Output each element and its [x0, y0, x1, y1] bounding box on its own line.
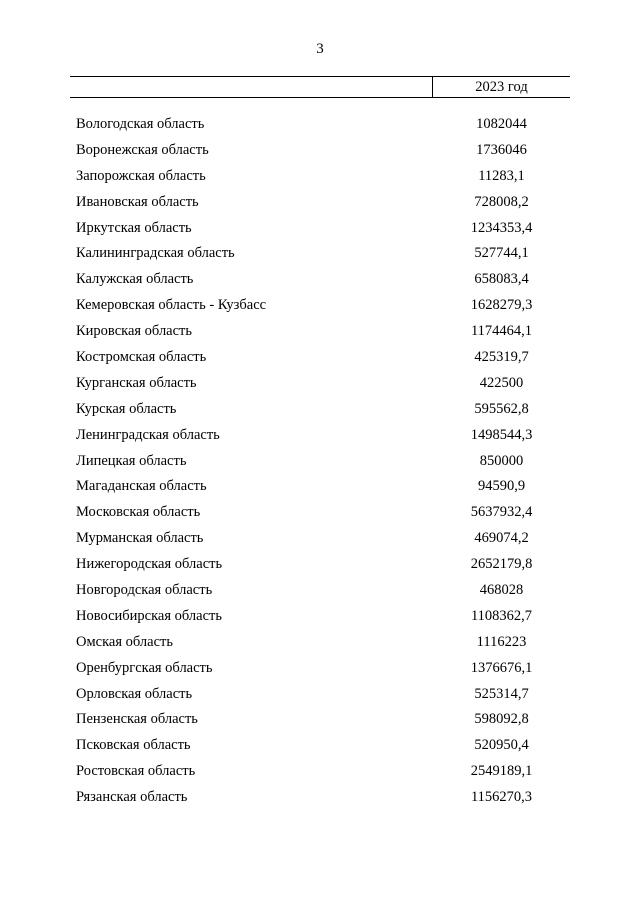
- region-value: 1736046: [476, 141, 527, 158]
- table-row: [0, 140, 640, 166]
- region-value: 11283,1: [478, 167, 525, 184]
- region-name: Омская область: [76, 633, 173, 650]
- table-row: [0, 243, 640, 269]
- table-row: [0, 787, 640, 813]
- column-header-year: 2023 год: [475, 79, 528, 95]
- region-name: Курганская область: [76, 374, 197, 391]
- region-value: 422500: [479, 374, 524, 391]
- region-name: Калужская область: [76, 271, 194, 288]
- region-name: Пензенская область: [76, 711, 198, 728]
- table-row: [0, 709, 640, 735]
- region-name: Ростовская область: [76, 763, 196, 780]
- region-value: 1108362,7: [470, 607, 533, 624]
- table-row: [0, 347, 640, 373]
- region-value: 1628279,3: [470, 297, 533, 314]
- region-value: 1174464,1: [470, 323, 533, 340]
- region-value: 2549189,1: [470, 763, 533, 780]
- table-body: [0, 114, 640, 813]
- table-row: [0, 761, 640, 787]
- region-value: 2652179,8: [470, 556, 533, 573]
- region-name: Псковская область: [76, 737, 191, 754]
- region-name: Кировская область: [76, 323, 193, 340]
- region-name: Курская область: [76, 400, 177, 417]
- region-name: Магаданская область: [76, 478, 207, 495]
- table-row: [0, 295, 640, 321]
- region-name: Ленинградская область: [76, 426, 220, 443]
- region-value: 425319,7: [474, 349, 529, 366]
- table-row: [0, 192, 640, 218]
- region-name: Воронежская область: [76, 141, 209, 158]
- region-name: Оренбургская область: [76, 659, 213, 676]
- region-name: Вологодская область: [76, 116, 205, 132]
- table-row: [0, 114, 640, 140]
- table-row: [0, 502, 640, 528]
- region-value: 598092,8: [474, 711, 529, 728]
- region-name: Новгородская область: [76, 582, 213, 599]
- region-value: 1082044: [476, 116, 527, 132]
- region-value: 525314,7: [474, 685, 529, 702]
- region-name: Запорожская область: [76, 167, 206, 184]
- table-row: [0, 218, 640, 244]
- region-value: 527744,1: [474, 245, 529, 262]
- table-row: [0, 554, 640, 580]
- region-name: Калининградская область: [76, 245, 235, 262]
- table-row: [0, 399, 640, 425]
- table-row: [0, 166, 640, 192]
- region-value: 850000: [479, 452, 524, 469]
- table-row: [0, 528, 640, 554]
- region-value: 94590,9: [477, 478, 526, 495]
- table-row: [0, 580, 640, 606]
- region-value: 1376676,1: [470, 659, 533, 676]
- region-name: Костромская область: [76, 349, 207, 366]
- region-name: Московская область: [76, 504, 201, 521]
- region-value: 1234353,4: [470, 219, 533, 236]
- region-value: 5637932,4: [470, 504, 533, 521]
- page-number: 3: [316, 41, 324, 57]
- table-row: [0, 632, 640, 658]
- table-row: [0, 658, 640, 684]
- region-value: 520950,4: [474, 737, 529, 754]
- region-name: Ивановская область: [76, 193, 199, 210]
- table-row: [0, 606, 640, 632]
- table-row: [0, 425, 640, 451]
- table-row: [0, 684, 640, 710]
- region-name: Орловская область: [76, 685, 193, 702]
- table-row: [0, 321, 640, 347]
- region-name: Рязанская область: [76, 789, 188, 806]
- region-name: Мурманская область: [76, 530, 204, 547]
- region-value: 1498544,3: [470, 426, 533, 443]
- region-value: 728008,2: [474, 193, 529, 210]
- table-row: [0, 451, 640, 477]
- region-name: Кемеровская область - Кузбасс: [76, 297, 267, 314]
- table-row: [0, 476, 640, 502]
- region-value: 1116223: [476, 633, 527, 650]
- region-name: Нижегородская область: [76, 556, 223, 573]
- table-header: [70, 76, 570, 98]
- region-name: Иркутская область: [76, 219, 192, 236]
- region-name: Липецкая область: [76, 452, 187, 469]
- region-value: 469074,2: [474, 530, 529, 547]
- region-value: 1156270,3: [470, 789, 533, 806]
- region-value: 468028: [479, 582, 524, 599]
- region-value: 595562,8: [474, 400, 529, 417]
- table-row: [0, 735, 640, 761]
- table-row: [0, 373, 640, 399]
- region-name: Новосибирская область: [76, 607, 222, 624]
- table-row: [0, 269, 640, 295]
- region-value: 658083,4: [474, 271, 529, 288]
